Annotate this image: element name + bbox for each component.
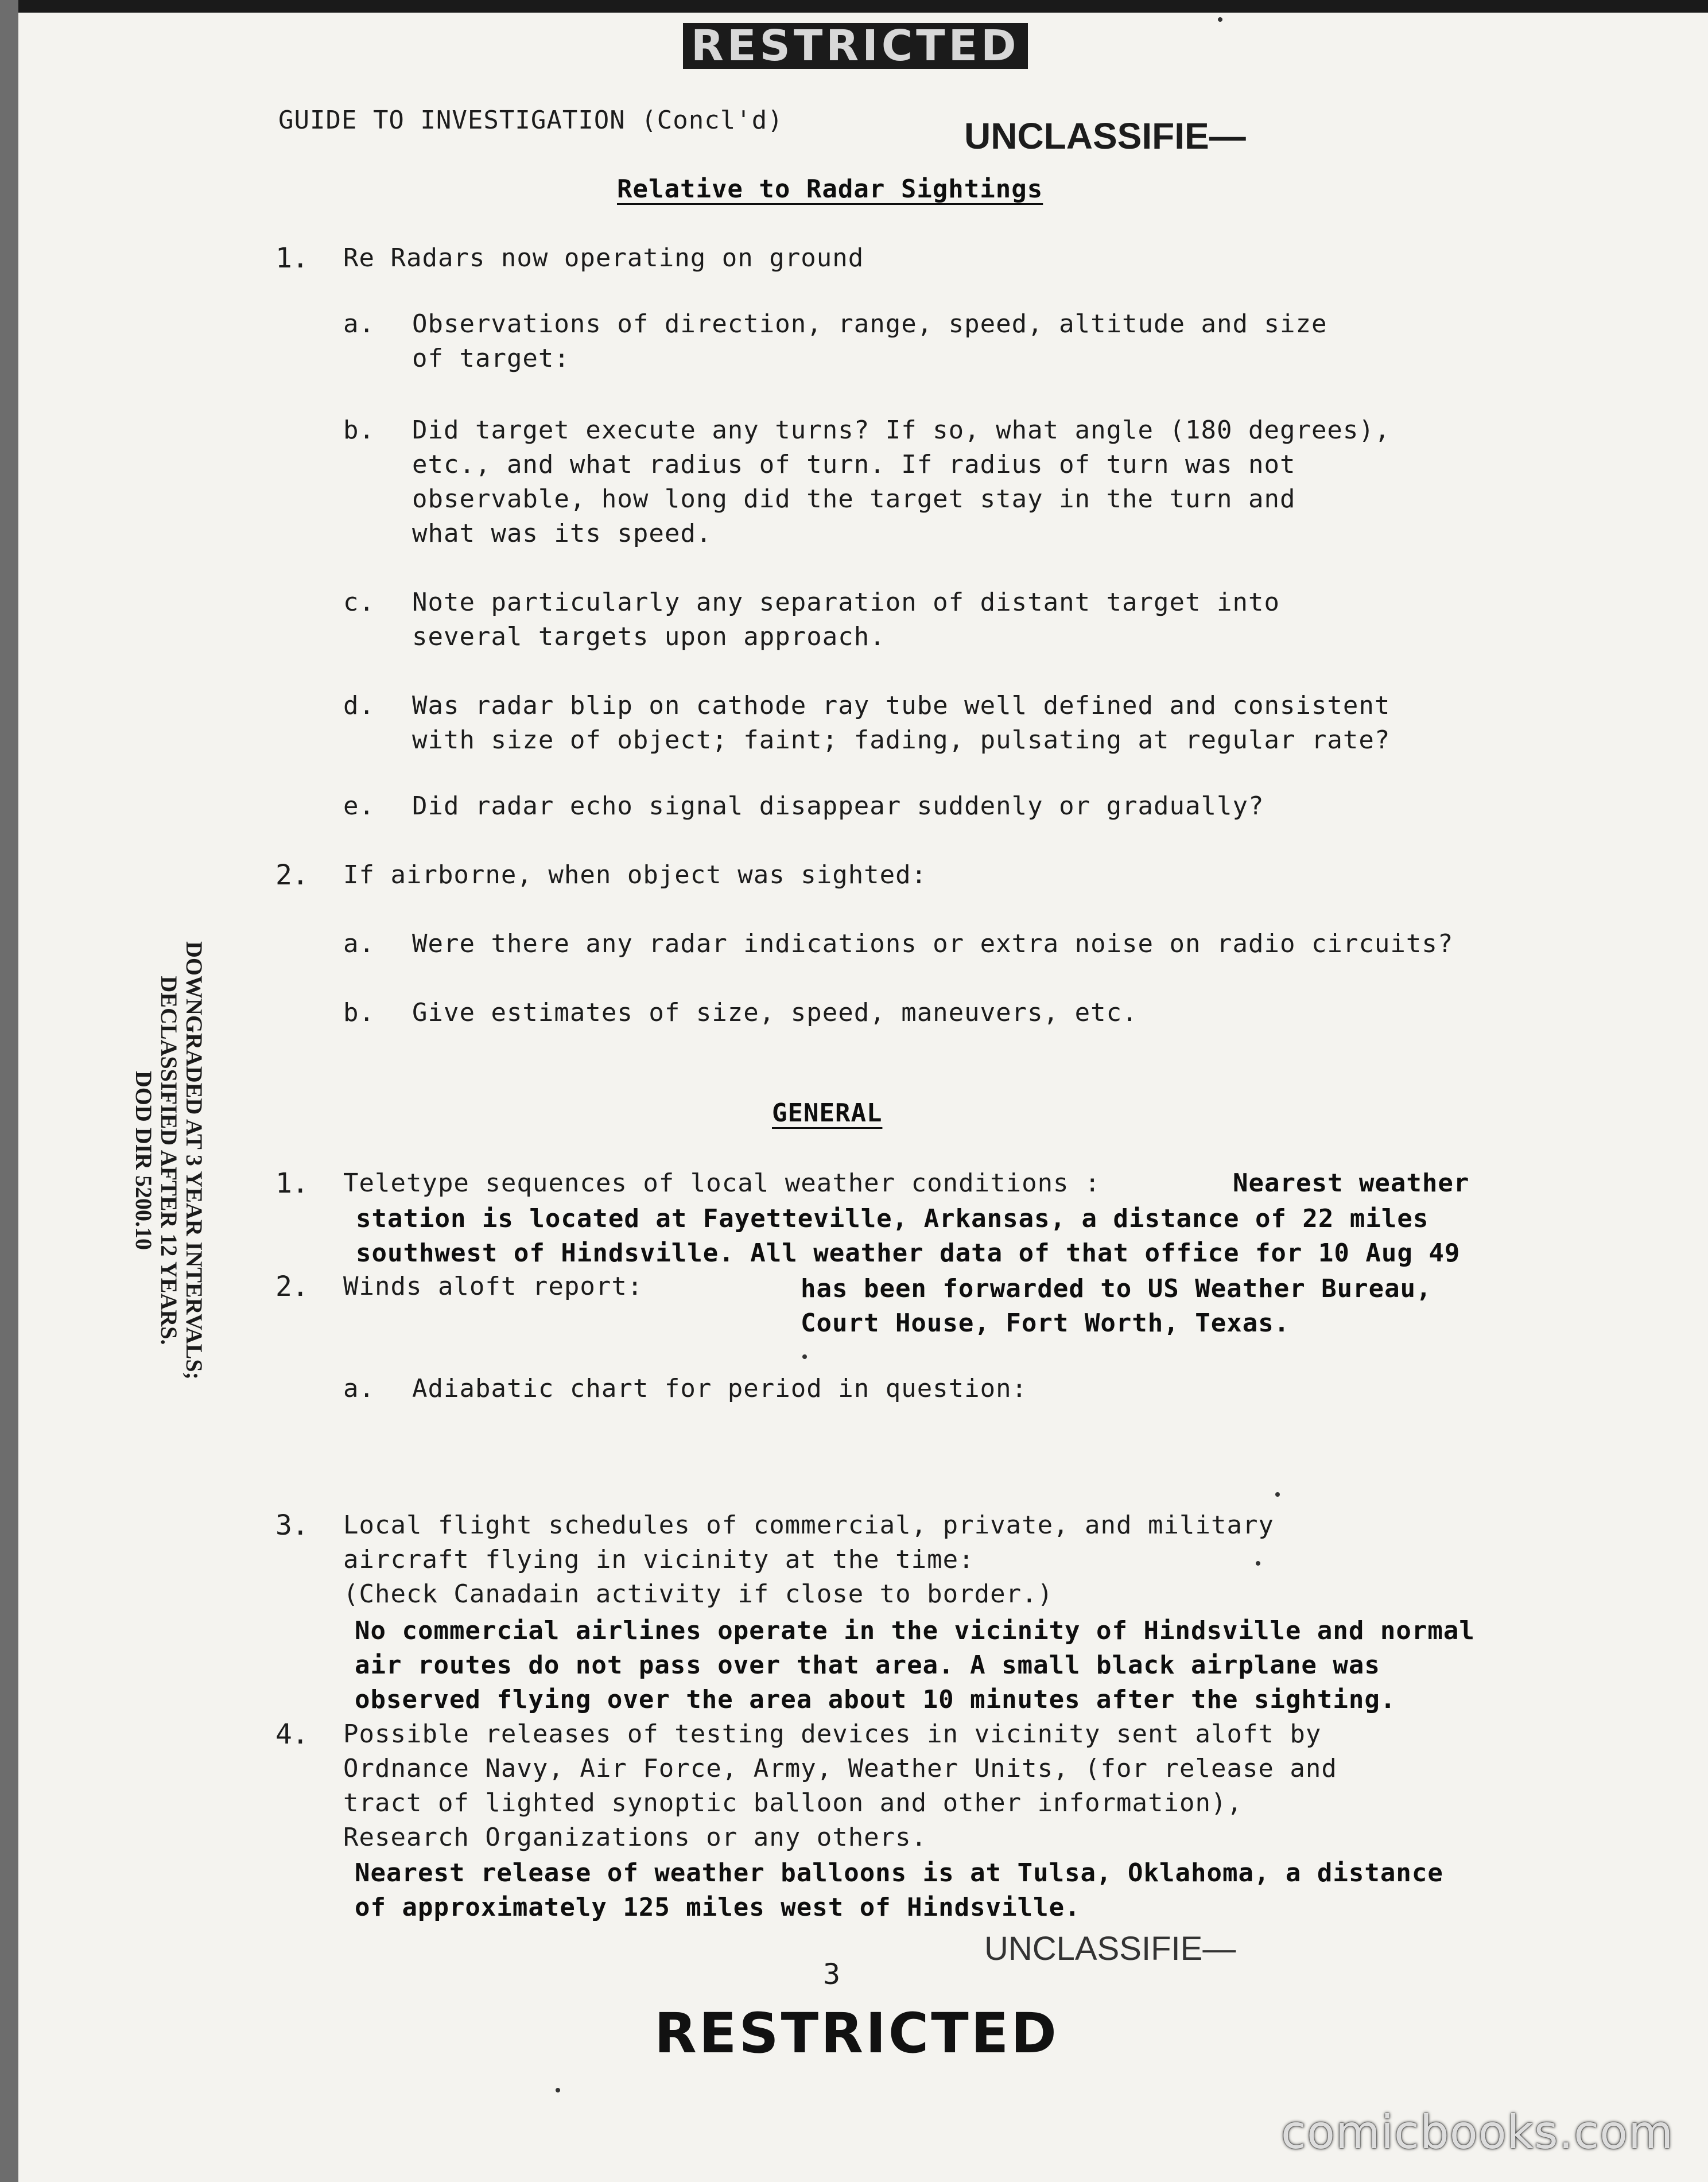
scan-speck xyxy=(1275,1492,1280,1497)
page-number: 3 xyxy=(823,1958,841,1991)
radar-section-heading: Relative to Radar Sightings xyxy=(617,174,1043,204)
margin-stamp-line: DOWNGRADED AT 3 YEAR INTERVALS; xyxy=(181,941,207,1380)
text-line: Possible releases of testing devices in vicinity sent aloft by xyxy=(343,1719,1322,1749)
text-line: with size of object; faint; fading, pulsating at regular rate? xyxy=(412,725,1391,755)
radar-item2a-label: a. xyxy=(343,929,375,958)
text-line: observed flying over the area about 10 minutes after the sighting. xyxy=(355,1685,1396,1714)
restricted-stamp-top-text: RESTRICTED xyxy=(691,21,1020,71)
scan-left-edge xyxy=(0,0,18,2182)
classification-bottom: UNCLASSIFIE— xyxy=(984,1930,1236,1967)
text-line: of target: xyxy=(412,344,570,373)
text-line: No commercial airlines operate in the vicinity of Hindsville and normal xyxy=(355,1616,1475,1645)
text-line: etc., and what radius of turn. If radius of turn was not xyxy=(412,450,1296,479)
text-line: Research Organizations or any others. xyxy=(343,1823,927,1852)
downgrade-margin-stamp xyxy=(131,941,207,1380)
general-item3-number: 3. xyxy=(275,1509,309,1542)
text-line: Observations of direction, range, speed, altitude and size xyxy=(412,309,1327,339)
text-line: several targets upon approach. xyxy=(412,622,886,651)
radar-item2-text: If airborne, when object was sighted: xyxy=(343,860,927,890)
radar-item1d-label: d. xyxy=(343,691,375,720)
radar-item2-number: 2. xyxy=(275,859,309,891)
general-item1-text: Teletype sequences of local weather conditions : xyxy=(343,1168,1101,1198)
text-line: Did target execute any turns? If so, what angle (180 degrees), xyxy=(412,416,1391,445)
radar-item1-number: 1. xyxy=(275,242,309,274)
text-line: (Check Canadain activity if close to border.) xyxy=(343,1579,1054,1609)
general-item1-number: 1. xyxy=(275,1167,309,1199)
radar-item1a-label: a. xyxy=(343,309,375,339)
text-line: tract of lighted synoptic balloon and other information), xyxy=(343,1788,1243,1818)
restricted-stamp-top xyxy=(683,23,1028,69)
general-item2-number: 2. xyxy=(275,1271,309,1303)
text-line: aircraft flying in vicinity at the time: xyxy=(343,1545,975,1574)
text-line: of approximately 125 miles west of Hindsville. xyxy=(355,1893,1081,1922)
general-item2a-text: Adiabatic chart for period in question: xyxy=(412,1374,1028,1403)
scan-speck xyxy=(556,2088,560,2092)
text-line: Court House, Fort Worth, Texas. xyxy=(801,1309,1290,1338)
radar-item1b-label: b. xyxy=(343,416,375,445)
general-item4-number: 4. xyxy=(275,1718,309,1750)
scan-top-edge xyxy=(0,0,1708,13)
margin-stamp-line: DECLASSIFIED AFTER 12 YEARS. xyxy=(156,976,182,1345)
scan-speck xyxy=(802,1354,807,1359)
radar-item2b-label: b. xyxy=(343,998,375,1027)
text-line: what was its speed. xyxy=(412,519,712,548)
text-line: Nearest release of weather balloons is at Tulsa, Oklahoma, a distance xyxy=(355,1858,1443,1888)
text-line: Was radar blip on cathode ray tube well defined and consistent xyxy=(412,691,1391,720)
general-section-heading: GENERAL xyxy=(772,1098,883,1128)
scan-speck xyxy=(1218,17,1222,22)
scan-speck xyxy=(1256,1561,1260,1566)
general-item2-text: Winds aloft report: xyxy=(343,1272,643,1301)
text-line: southwest of Hindsville. All weather data of that office for 10 Aug 49 xyxy=(356,1238,1461,1268)
watermark: comicbooks.com xyxy=(1280,2106,1674,2159)
radar-item1e-text: Did radar echo signal disappear suddenly or gradually? xyxy=(412,791,1264,821)
text-line: station is located at Fayetteville, Arkansas, a distance of 22 miles xyxy=(356,1204,1429,1233)
text-line: has been forwarded to US Weather Bureau, xyxy=(801,1274,1432,1303)
text-line: Note particularly any separation of distant target into xyxy=(412,588,1280,617)
classification-top: UNCLASSIFIE— xyxy=(964,115,1246,157)
text-line: observable, how long did the target stay in the turn and xyxy=(412,484,1296,514)
text-line: Local flight schedules of commercial, private, and military xyxy=(343,1511,1274,1540)
radar-item2b-text: Give estimates of size, speed, maneuvers, etc. xyxy=(412,998,1138,1027)
text-line: air routes do not pass over that area. A small black airplane was xyxy=(355,1651,1380,1680)
radar-item2a-text: Were there any radar indications or extra noise on radio circuits? xyxy=(412,929,1454,958)
margin-stamp-line: DOD DIR 5200.10 xyxy=(131,1070,157,1251)
general-item2a-label: a. xyxy=(343,1374,375,1403)
general-item1-answer-inline: Nearest weather xyxy=(1233,1168,1470,1198)
radar-item1c-label: c. xyxy=(343,588,375,617)
text-line: Ordnance Navy, Air Force, Army, Weather Units, (for release and xyxy=(343,1754,1337,1783)
restricted-stamp-bottom: RESTRICTED xyxy=(654,2001,1059,2065)
radar-item1-text: Re Radars now operating on ground xyxy=(343,243,864,273)
document-title: GUIDE TO INVESTIGATION (Concl'd) xyxy=(278,106,783,135)
radar-item1e-label: e. xyxy=(343,791,375,821)
